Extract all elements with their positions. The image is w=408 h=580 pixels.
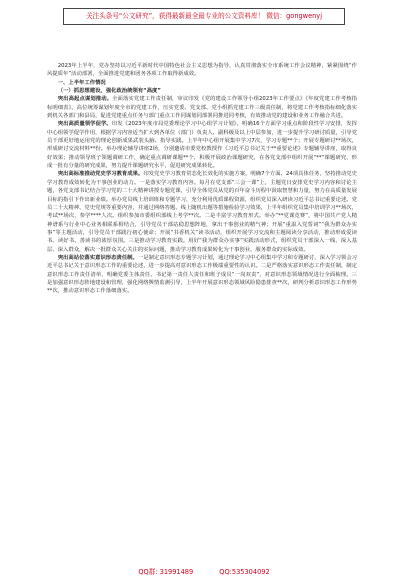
paragraph-text: 印发党史学习教育常态化长效化的实施方案，明确7个方面、24项具体任务，坚持推动党史学习教育成效转化为干事创业的动力。一是落实学习教育内容。每月在党支部“三会一课”上，主题党日安排党史学习内容和讨论主题，各党支部书记结合学习党的二十大精神讲授专题党课，引导全体党员从党的百年奋斗历程中汲取智慧和力量，努力在高质量发展目标的指引下作出新业绩。举办党员线上培训班和专题学习，充分利用优质课程资源，组织党员深入研读习近平总书记重要论述。党员二十大精神、党史党规等重要内容，并通过网络答题、线上随机出题等措施检验学习效果，上半年组织党员集中培训学习**场次，考试**场次，参学****人次。组织参加市委组织部线上考学**次。二是丰富学习教育形式。举办“**党课竞赛”，将中国共产党人精神谱系与行业中心业务相联系相结合，引导党员干部站稳思想阵地，拿出干事创业的精气神；开展“重温入党誓词”“我为群众办实事”等主题活动，引导党员干部践行初心使命；开展“书香机关”读书活动，组织开展学习交流和主题阅读分享活动，推动形成爱读书、读好书、善读书的浓厚氛围。三是推动学习教育实践。用好“我为群众办实事”实践活动形式，组织党员干部深入一线、深入基层、深入群众，解决一批群众关心关注的实际问题，推动学习教育成果转化为干事创业、服务群众的实际成效。	[47, 171, 357, 253]
contact-footer	[0, 566, 408, 578]
paragraph-text: 一是制定意识形态专题学习计划，通过理论学习中心组集中学习和专题研讨，深入学习领会习近平总书记关于意识形态工作的重要论述，进一步提高对意识形态工作极端重要性的认识。二是严格落实意识形态工作责任制，制定意识形态工作责任清单，明确党委主体责任、书记第一责任人责任和班子成员“一岗双责”，对意识形态领域情况进行全面梳理。三是加强意识形态阵地建设和管理，强化网络舆情监测引导，上半年开展意识形态领域风险隐患排查**次，研判分析意识形态工作形势**次，推动意识形态工作落细落实。	[47, 254, 357, 295]
promo-banner-text: 关注头条号“公文研究”，获得最新最全最专业的公文资料库！ 微信：gongwenyj	[85, 12, 323, 20]
paragraph-lead: 突出高起点谋划推动。	[57, 96, 113, 103]
intro-paragraph: 2023年上半年，党办坚持以习近平新时代中国特色社会主义思想为指导，认真贯彻落实全市系统工作会议精神，紧紧围绕“作风提质年”活动部署，全面推进党建和团务各项工作取得新成效。	[47, 63, 357, 78]
qq-text: QQ:535304092	[219, 568, 270, 576]
paragraph-lead: 突出高标准推动党史学习教育成果。	[57, 171, 144, 178]
paragraph-lead: 突出高质量领学促学。	[57, 121, 112, 128]
paragraph	[47, 95, 357, 120]
document-body	[47, 62, 357, 562]
paragraph-text: 全面落实党建工作责任制，审议印发《党的建设工作领导小组2023年工作要点》《年度党建工作考核指标明细表》，高位统筹谋划年度全市的党建工作，压实党委、党支部、党小组抓党建工作三级责任制，将党建工作考核指标细化落实到机关各部门和县局，促进党建重点任务与部门重点工作同谋划同部署同推进同考核，有效推动党的建设和业务工作融合共进。	[47, 96, 357, 120]
paragraph-text: 印发《2023年度市局党委理论学习中心组学习计划》，明确16个方面学习重点和阶段性学习安排，发挥中心组领学促学作用，根据学习内容适当扩大到各单位（部门）负责人、副科级及以上中层参加，进一步提升学习研讨质量，引导党员干部更好地运用党的理论创新成果武装头脑、指导实践。上半年中心组开展集中学习7次，学习专题**个；开展专题研讨**场次，形成研讨交流材料**份。举办理论辅导讲座2场，分别邀请市委党校教授作《习近平总书记关于**重要论述》专题辅导讲座，取得良好效果；推动领导班子领题调研工作，确定重点调研课题**个，积极开展政治课题研究，在各党支部中组织开展“**”课题研究，形成一批有分量的研究成果，努力提升课题研究水平，促进研究成果转化。	[47, 121, 357, 170]
subheading: （一）抓思想建设，强化政治统领有“高度”	[57, 88, 161, 95]
qq-group-text: QQ群: 31991489	[138, 568, 194, 576]
promo-banner[interactable]	[63, 8, 345, 25]
paragraph	[47, 170, 357, 253]
paragraph	[47, 120, 357, 170]
section-heading: 一、上半年工作情况	[57, 79, 106, 86]
paragraph-lead: 突出高站位落实意识形态责任制。	[57, 254, 138, 261]
paragraph	[47, 254, 357, 296]
